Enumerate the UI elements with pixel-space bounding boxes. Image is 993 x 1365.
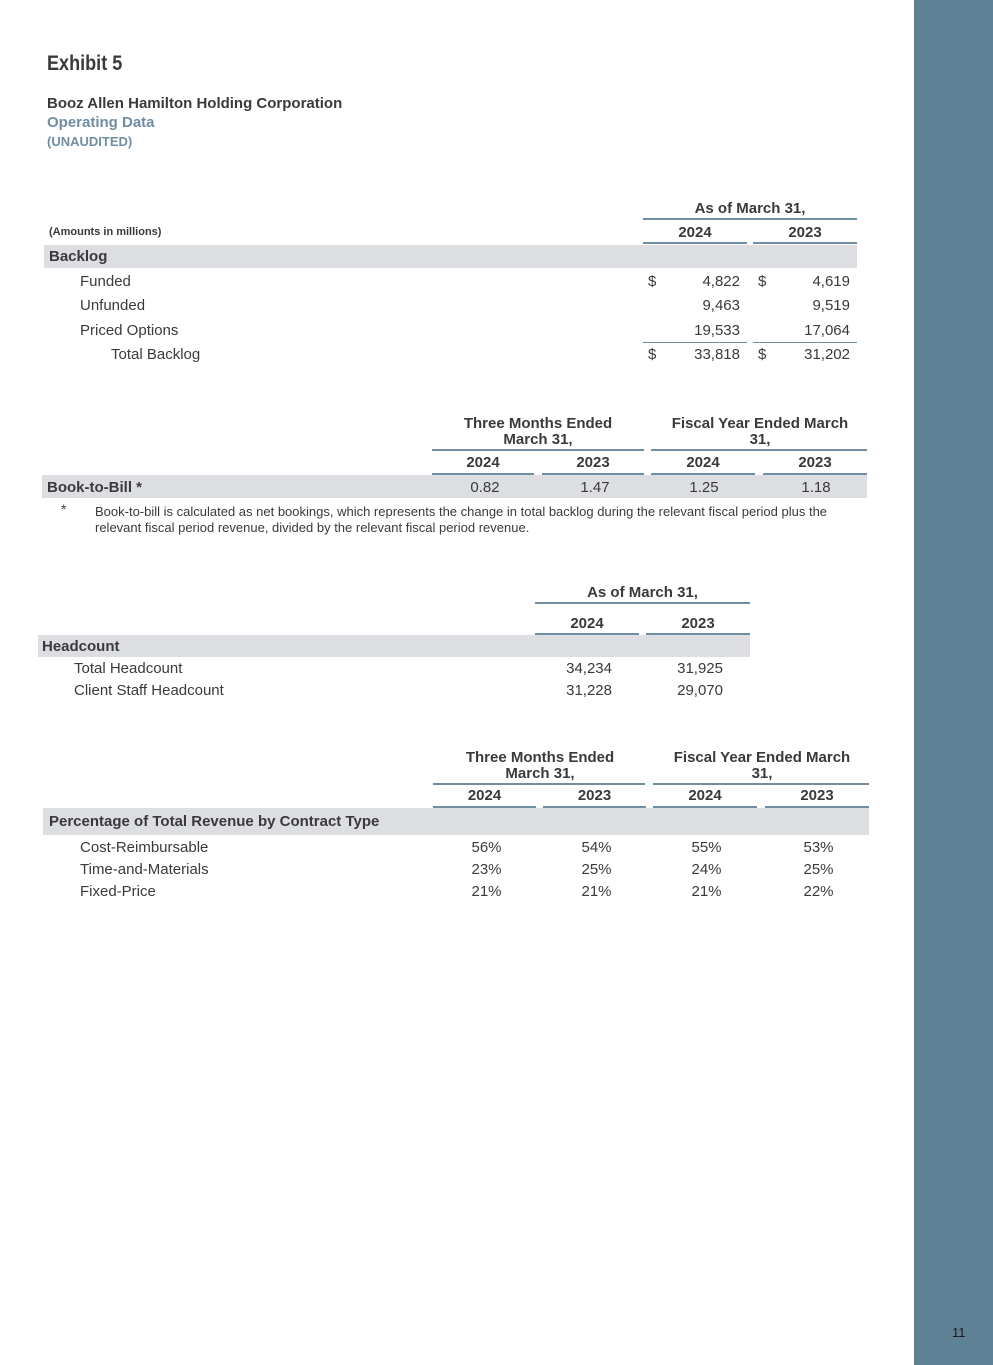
year-header: 2023 — [681, 615, 715, 632]
value-cell: 56% — [471, 839, 502, 856]
value-cell: 23% — [471, 861, 502, 878]
unaudited-label: (UNAUDITED) — [47, 134, 133, 149]
header-rule — [753, 242, 857, 244]
currency-symbol: $ — [648, 273, 657, 290]
value-cell: 25% — [581, 861, 612, 878]
footnote-marker: * — [61, 501, 67, 517]
side-bar — [914, 0, 993, 1365]
value-cell: 29,070 — [677, 682, 723, 699]
value-cell: 4,619 — [812, 273, 850, 290]
value-cell: 0.82 — [470, 479, 500, 496]
header-rule — [643, 242, 747, 244]
row-label: Unfunded — [80, 297, 146, 314]
value-cell: 25% — [803, 861, 834, 878]
value-cell: 33,818 — [694, 346, 740, 363]
report-subtitle: Operating Data — [47, 114, 155, 131]
row-label: Time-and-Materials — [80, 861, 209, 878]
exhibit-title: Exhibit 5 — [47, 52, 123, 75]
value-cell: 4,822 — [702, 273, 740, 290]
company-name: Booz Allen Hamilton Holding Corporation — [47, 95, 343, 112]
fiscal-year-header: Fiscal Year Ended March 31, — [673, 749, 851, 782]
header-rule — [653, 783, 869, 785]
row-label: Cost-Reimbursable — [80, 839, 209, 856]
section-label: Headcount — [42, 638, 120, 655]
backlog-group-header: As of March 31, — [694, 200, 806, 217]
value-cell: 19,533 — [694, 322, 740, 339]
year-header: 2024 — [467, 787, 502, 804]
value-cell: 24% — [691, 861, 722, 878]
row-label: Total Headcount — [74, 660, 183, 677]
row-label: Fixed-Price — [80, 883, 156, 900]
row-label: Funded — [80, 273, 131, 290]
total-rule — [643, 342, 747, 343]
fiscal-year-header: Fiscal Year Ended March 31, — [671, 415, 849, 448]
three-months-header: Three Months Ended March 31, — [465, 749, 615, 782]
header-rule — [433, 783, 645, 785]
value-cell: 1.18 — [801, 479, 831, 496]
row-label: Client Staff Headcount — [74, 682, 224, 699]
value-cell: 21% — [581, 883, 612, 900]
currency-symbol: $ — [648, 346, 657, 363]
total-label: Total Backlog — [111, 346, 201, 363]
header-rule — [535, 602, 750, 604]
section-label: Book-to-Bill * — [47, 479, 142, 496]
value-cell: 34,234 — [566, 660, 612, 677]
amounts-note: (Amounts in millions) — [49, 226, 162, 238]
total-rule — [753, 342, 857, 343]
year-header: 2023 — [798, 454, 832, 471]
value-cell: 9,463 — [702, 297, 740, 314]
value-cell: 21% — [691, 883, 722, 900]
section-band — [38, 635, 750, 657]
year-header: 2023 — [800, 787, 834, 804]
value-cell: 53% — [803, 839, 834, 856]
value-cell: 17,064 — [804, 322, 850, 339]
section-label: Percentage of Total Revenue by Contract Type — [49, 813, 380, 830]
year-header: 2023 — [577, 787, 612, 804]
year-header: 2024 — [570, 615, 604, 632]
header-rule — [651, 449, 867, 451]
year-header: 2024 — [686, 454, 720, 471]
footnote-text: Book-to-bill is calculated as net bookings, which represents the change in total backlog during the relevant fiscal period plus the relevant fiscal period revenue, divided by the relevant fiscal period revenue. — [95, 504, 828, 535]
value-cell: 1.25 — [689, 479, 719, 496]
headcount-group-header: As of March 31, — [587, 584, 698, 601]
value-cell: 9,519 — [812, 297, 850, 314]
header-rule — [643, 218, 857, 220]
currency-symbol: $ — [758, 273, 767, 290]
value-cell: 31,925 — [677, 660, 723, 677]
value-cell: 21% — [471, 883, 502, 900]
year-header: 2024 — [466, 454, 500, 471]
value-cell: 1.47 — [580, 479, 610, 496]
value-cell: 54% — [581, 839, 612, 856]
year-header: 2023 — [576, 454, 610, 471]
section-label: Backlog — [49, 248, 108, 265]
row-label: Priced Options — [80, 322, 179, 339]
header-rule — [432, 449, 644, 451]
year-header: 2023 — [788, 224, 822, 241]
value-cell: 31,202 — [804, 346, 850, 363]
year-header: 2024 — [678, 224, 712, 241]
section-band — [44, 245, 857, 268]
page-number: 11 — [952, 1325, 966, 1340]
currency-symbol: $ — [758, 346, 767, 363]
value-cell: 22% — [803, 883, 834, 900]
value-cell: 31,228 — [566, 682, 612, 699]
year-header: 2024 — [688, 787, 722, 804]
value-cell: 55% — [691, 839, 722, 856]
three-months-header: Three Months Ended March 31, — [463, 415, 613, 448]
